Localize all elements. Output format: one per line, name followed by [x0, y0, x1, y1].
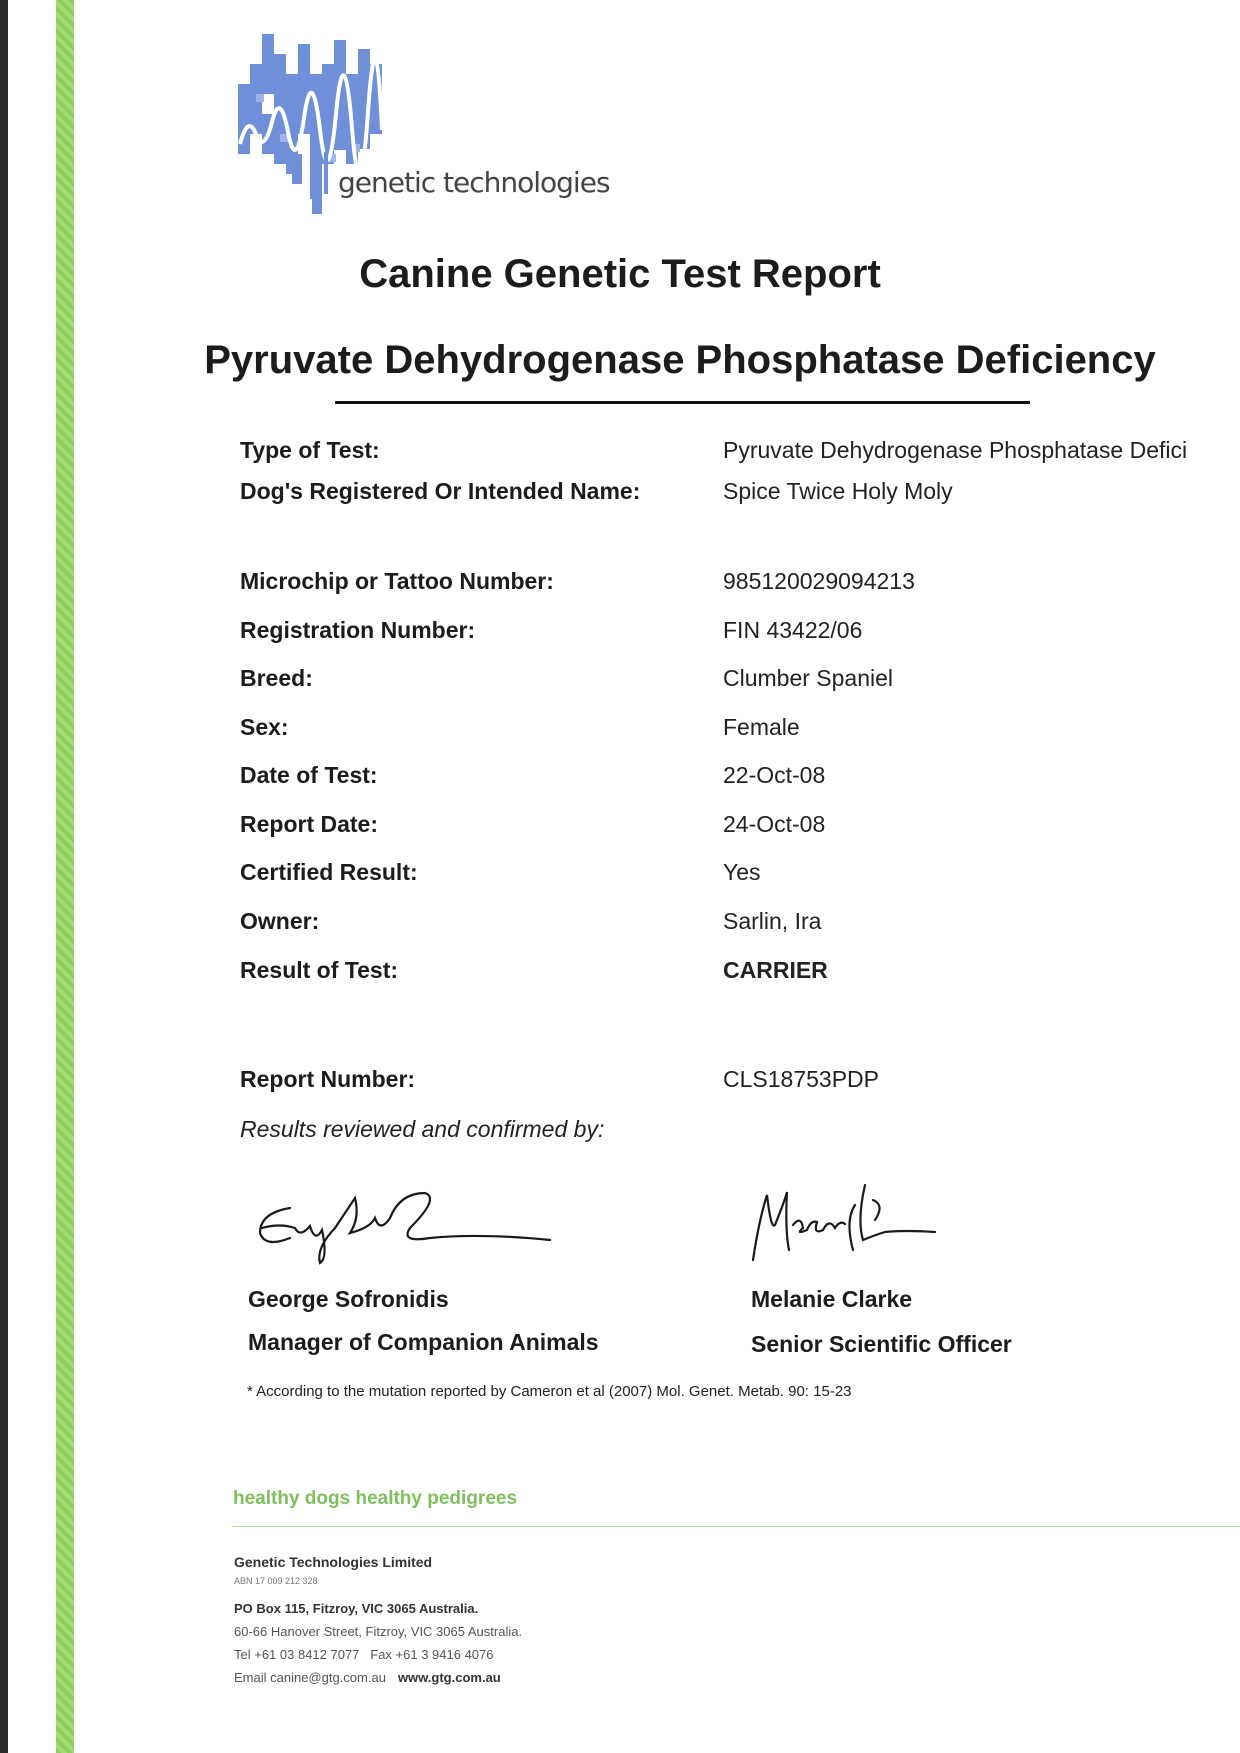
signature-melanie-clarke — [745, 1180, 945, 1270]
report-date-value: 24-Oct-08 — [723, 811, 826, 837]
registration-number-label: Registration Number: — [240, 617, 476, 643]
microchip-label: Microchip or Tattoo Number: — [240, 568, 554, 594]
signer-2-name: Melanie Clarke — [751, 1286, 913, 1312]
registration-number-value: FIN 43422/06 — [723, 617, 863, 643]
footer-email[interactable]: Email canine@gtg.com.au — [234, 1670, 386, 1685]
dog-name-label: Dog's Registered Or Intended Name: — [240, 478, 641, 504]
footer-phone: Tel +61 03 8412 7077 Fax +61 3 9416 4076 — [234, 1647, 494, 1662]
footer-street: 60-66 Hanover Street, Fitzroy, VIC 3065 Australia. — [234, 1624, 523, 1639]
owner-label: Owner: — [240, 908, 320, 934]
owner-value: Sarlin, Ira — [723, 908, 822, 934]
certified-result-value: Yes — [723, 859, 761, 885]
microchip-value: 985120029094213 — [723, 568, 915, 594]
footer-website[interactable]: www.gtg.com.au — [397, 1670, 501, 1685]
footer-tagline: healthy dogs healthy pedigrees — [233, 1488, 518, 1509]
signer-2-title: Senior Scientific Officer — [751, 1331, 1012, 1357]
sex-label: Sex: — [240, 714, 289, 740]
footer-divider — [233, 1526, 1240, 1527]
certified-result-label: Certified Result: — [240, 859, 418, 885]
signature-george-sofronidis — [250, 1188, 560, 1268]
type-of-test-value: Pyruvate Dehydrogenase Phosphatase Defici — [723, 437, 1188, 463]
date-of-test-label: Date of Test: — [240, 762, 378, 788]
report-title: Canine Genetic Test Report — [359, 252, 881, 296]
footer-abn: ABN 17 009 212 328 — [234, 1576, 318, 1586]
dog-name-value: Spice Twice Holy Moly — [723, 478, 953, 504]
footnote: * According to the mutation reported by Cameron et al (2007) Mol. Genet. Metab. 90: 15-23 — [247, 1383, 852, 1400]
type-of-test-label: Type of Test: — [240, 437, 380, 463]
genetic-technologies-logo — [232, 34, 572, 234]
date-of-test-value: 22-Oct-08 — [723, 762, 826, 788]
breed-value: Clumber Spaniel — [723, 665, 894, 691]
footer-contact-line — [234, 1670, 501, 1685]
footer-company: Genetic Technologies Limited — [234, 1554, 433, 1570]
result-of-test-label: Result of Test: — [240, 957, 399, 983]
report-subtitle: Pyruvate Dehydrogenase Phosphatase Deficiency — [204, 338, 1156, 382]
logo-wordmark: genetic technologies — [338, 166, 610, 199]
report-date-label: Report Date: — [240, 811, 379, 837]
reviewed-by-text: Results reviewed and confirmed by: — [240, 1116, 605, 1142]
signer-1-name: George Sofronidis — [248, 1286, 449, 1312]
report-number-value: CLS18753PDP — [723, 1066, 879, 1092]
sex-value: Female — [723, 714, 800, 740]
footer-po-box: PO Box 115, Fitzroy, VIC 3065 Australia. — [234, 1601, 479, 1616]
title-divider — [335, 401, 1030, 404]
breed-label: Breed: — [240, 665, 313, 691]
report-number-label: Report Number: — [240, 1066, 416, 1092]
result-of-test-value: CARRIER — [723, 957, 828, 983]
signer-1-title: Manager of Companion Animals — [248, 1329, 599, 1355]
